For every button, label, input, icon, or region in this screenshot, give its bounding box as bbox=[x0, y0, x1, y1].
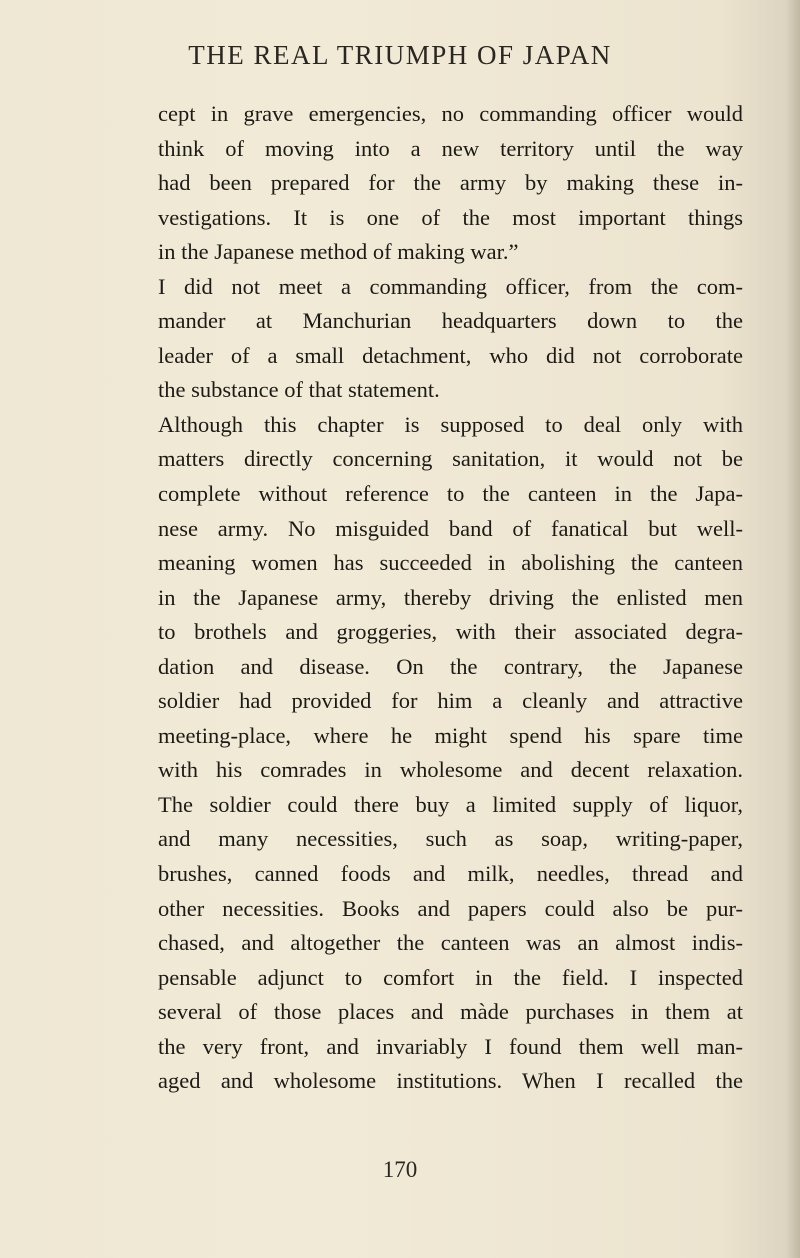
text-line: to brothels and groggeries, with their associated degra- bbox=[158, 619, 743, 645]
text-line: in the Japanese method of making war.” bbox=[158, 239, 519, 265]
text-line: other necessities. Books and papers could also be pur- bbox=[158, 895, 743, 921]
text-line: The soldier could there buy a limited supply of liquor, bbox=[158, 791, 743, 817]
text-line: in the Japanese army, thereby driving the enlisted men bbox=[158, 584, 743, 610]
text-line: complete without reference to the canteen in the Japa- bbox=[158, 481, 743, 507]
text-line: aged and wholesome institutions. When I recalled the bbox=[158, 1068, 743, 1094]
text-line: dation and disease. On the contrary, the Japanese bbox=[158, 653, 743, 679]
text-line: soldier had provided for him a cleanly and attractive bbox=[158, 688, 743, 714]
text-line: the very front, and invariably I found them well man- bbox=[158, 1033, 743, 1059]
page-number: 170 bbox=[382, 1157, 418, 1182]
text-line: I did not meet a commanding officer, from the com- bbox=[158, 273, 743, 299]
text-line: and many necessities, such as soap, writing-paper, bbox=[158, 826, 743, 852]
text-line: several of those places and màde purchases in them at bbox=[158, 999, 743, 1025]
text-line: leader of a small detachment, who did not corroborate bbox=[158, 342, 743, 368]
text-line: had been prepared for the army by making these in- bbox=[158, 170, 743, 196]
text-line: chased, and altogether the canteen was an almost indis- bbox=[158, 930, 743, 956]
text-line: pensable adjunct to comfort in the field. I inspected bbox=[158, 964, 743, 990]
text-line: cept in grave emergencies, no commanding officer would bbox=[158, 101, 743, 126]
text-line: mander at Manchurian headquarters down to the bbox=[158, 308, 743, 334]
text-line: Although this chapter is supposed to deal only with bbox=[158, 411, 743, 437]
page-edge-shadow bbox=[786, 0, 800, 1258]
text-line: meaning women has succeeded in abolishing the canteen bbox=[158, 550, 743, 576]
text-line: think of moving into a new territory until the way bbox=[158, 135, 743, 161]
running-head: THE REAL TRIUMPH OF JAPAN bbox=[188, 40, 612, 70]
text-line: matters directly concerning sanitation, it would not be bbox=[158, 446, 743, 472]
text-line: with his comrades in wholesome and decent relaxation. bbox=[158, 757, 743, 783]
text-line: the substance of that statement. bbox=[158, 377, 440, 403]
text-line: brushes, canned foods and milk, needles, thread and bbox=[158, 861, 743, 887]
text-line: vestigations. It is one of the most important things bbox=[158, 204, 743, 230]
text-line: nese army. No misguided band of fanatical but well- bbox=[158, 515, 743, 541]
body-text bbox=[158, 97, 743, 1099]
text-line: meeting-place, where he might spend his spare time bbox=[158, 722, 743, 748]
